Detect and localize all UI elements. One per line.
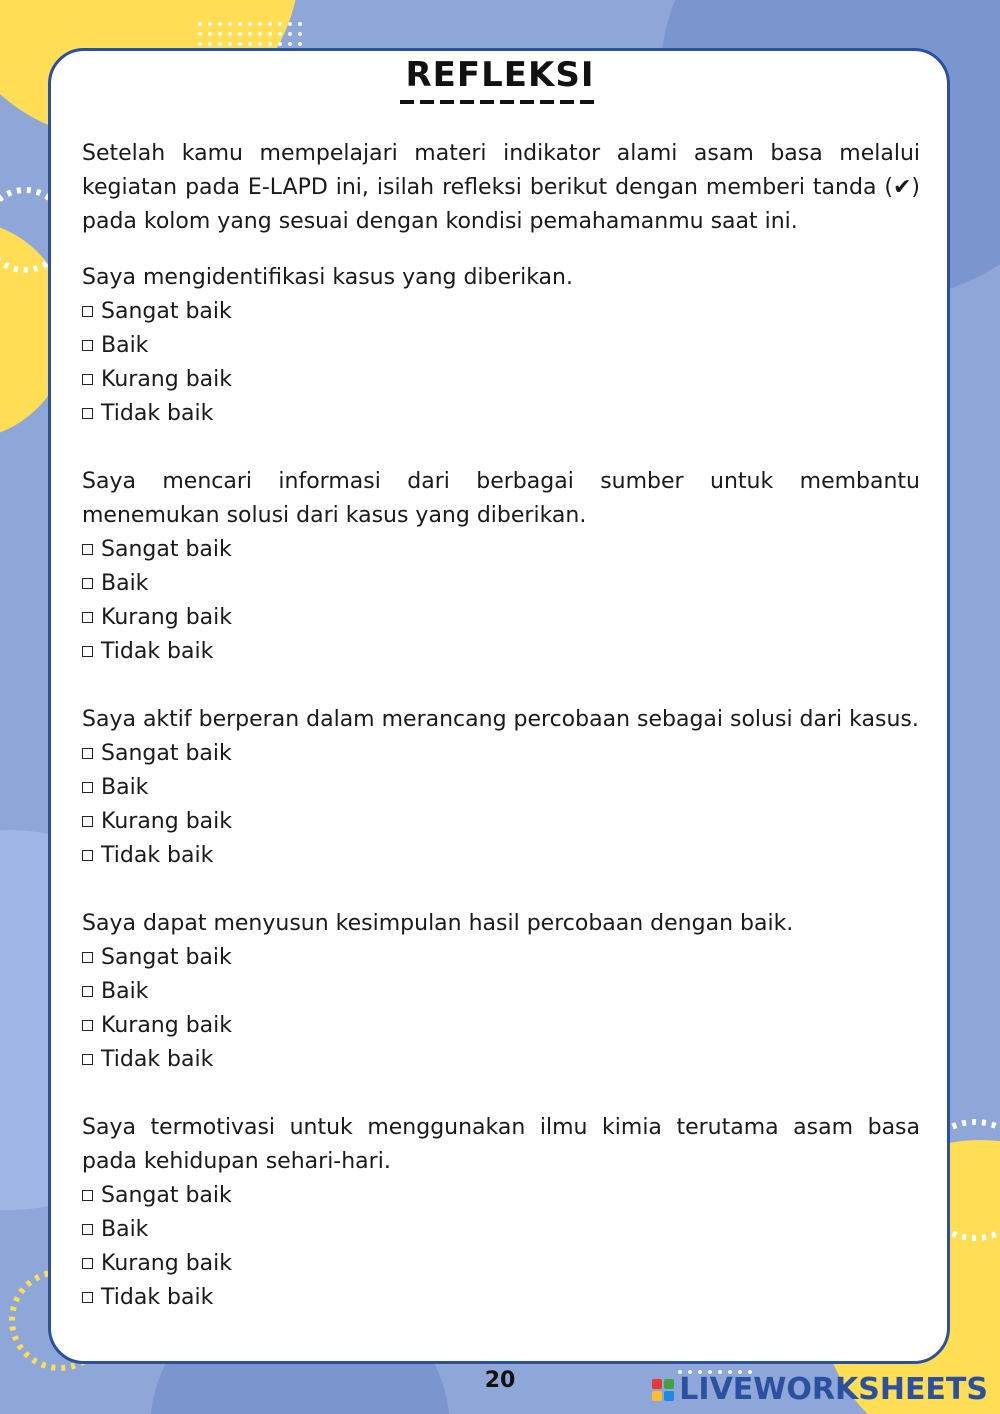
checkbox-icon[interactable] — [82, 1020, 93, 1031]
checkbox-icon[interactable] — [82, 340, 93, 351]
checkbox-icon[interactable] — [82, 1292, 93, 1303]
checkbox-icon[interactable] — [82, 1258, 93, 1269]
intro-text: Setelah kamu mempelajari materi indikator alami asam basa melalui kegiatan pada E-LAPD ini, isilah refleksi berikut dengan memberi tanda (✔) pada kolom yang sesuai dengan kondisi pemahamanmu saat ini. — [82, 141, 920, 234]
option-baik[interactable]: Baik — [82, 1213, 920, 1247]
option-sangat-baik[interactable]: Sangat baik — [82, 737, 920, 771]
option-sangat-baik[interactable]: Sangat baik — [82, 1179, 920, 1213]
checkbox-icon[interactable] — [82, 612, 93, 623]
checkbox-icon[interactable] — [82, 1054, 93, 1065]
checkbox-icon[interactable] — [82, 408, 93, 419]
option-sangat-baik[interactable]: Sangat baik — [82, 295, 920, 329]
option-sangat-baik[interactable]: Sangat baik — [82, 533, 920, 567]
option-tidak-baik[interactable]: Tidak baik — [82, 635, 920, 669]
checkbox-icon[interactable] — [82, 1224, 93, 1235]
question-text: Saya termotivasi untuk menggunakan ilmu kimia terutama asam basa pada kehidupan sehari-hari. — [82, 1115, 920, 1174]
question-text: Saya dapat menyusun kesimpulan hasil percobaan dengan baik. — [82, 911, 794, 936]
question-block — [82, 465, 920, 669]
checkbox-icon[interactable] — [82, 544, 93, 555]
checkbox-icon[interactable] — [82, 782, 93, 793]
question-block — [82, 261, 920, 431]
question-text: Saya mencari informasi dari berbagai sumber untuk membantu menemukan solusi dari kasus yang diberikan. — [82, 469, 920, 528]
checkbox-icon[interactable] — [82, 850, 93, 861]
checkbox-icon[interactable] — [82, 1190, 93, 1201]
checkbox-icon[interactable] — [82, 646, 93, 657]
question-text: Saya mengidentifikasi kasus yang diberikan. — [82, 265, 573, 290]
checkbox-icon[interactable] — [82, 748, 93, 759]
option-tidak-baik[interactable]: Tidak baik — [82, 1043, 920, 1077]
checkbox-icon[interactable] — [82, 986, 93, 997]
option-tidak-baik[interactable]: Tidak baik — [82, 1281, 920, 1315]
question-block — [82, 907, 920, 1077]
question-text: Saya aktif berperan dalam merancang percobaan sebagai solusi dari kasus. — [82, 707, 919, 732]
checkbox-icon[interactable] — [82, 578, 93, 589]
option-baik[interactable]: Baik — [82, 567, 920, 601]
option-kurang-baik[interactable]: Kurang baik — [82, 363, 920, 397]
option-baik[interactable]: Baik — [82, 329, 920, 363]
question-block — [82, 1111, 920, 1315]
option-sangat-baik[interactable]: Sangat baik — [82, 941, 920, 975]
checkbox-icon[interactable] — [82, 306, 93, 317]
option-kurang-baik[interactable]: Kurang baik — [82, 1247, 920, 1281]
reflection-content — [82, 137, 920, 1315]
brand-name: LIVEWORKSHEETS — [679, 1372, 988, 1407]
title-underline — [400, 100, 598, 104]
option-baik[interactable]: Baik — [82, 975, 920, 1009]
checkbox-icon[interactable] — [82, 952, 93, 963]
checkbox-icon[interactable] — [82, 374, 93, 385]
option-tidak-baik[interactable]: Tidak baik — [82, 839, 920, 873]
brand-logo[interactable] — [651, 1372, 988, 1407]
option-tidak-baik[interactable]: Tidak baik — [82, 397, 920, 431]
page-number: 20 — [484, 1368, 516, 1393]
checkbox-icon[interactable] — [82, 816, 93, 827]
liveworksheets-logo-icon — [651, 1378, 675, 1402]
question-block — [82, 703, 920, 873]
option-kurang-baik[interactable]: Kurang baik — [82, 805, 920, 839]
option-baik[interactable]: Baik — [82, 771, 920, 805]
option-kurang-baik[interactable]: Kurang baik — [82, 1009, 920, 1043]
page-title: REFLEKSI — [405, 55, 595, 95]
option-kurang-baik[interactable]: Kurang baik — [82, 601, 920, 635]
